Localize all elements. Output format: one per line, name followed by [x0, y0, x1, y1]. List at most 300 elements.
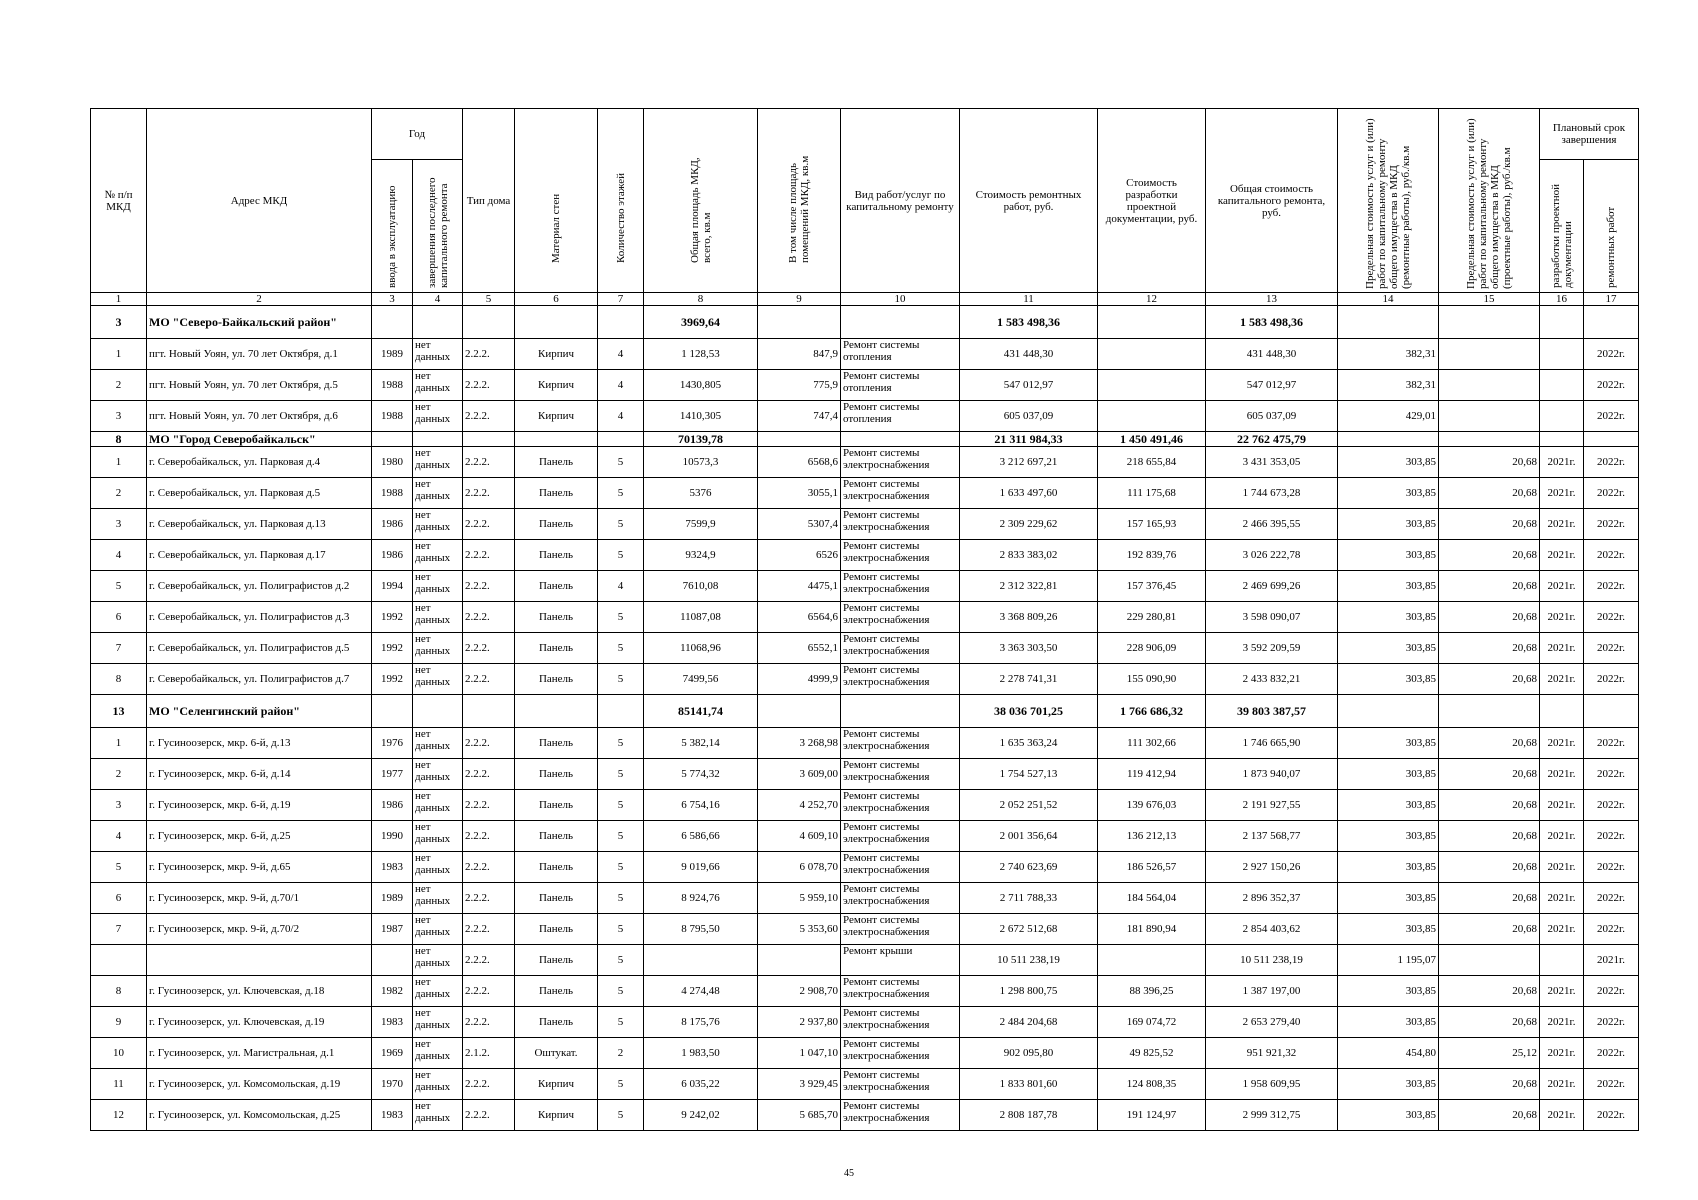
table-cell: 5 382,14	[644, 728, 758, 759]
table-cell: 11068,96	[644, 633, 758, 664]
table-cell: 20,68	[1439, 571, 1540, 602]
table-cell: 2021г.	[1540, 1038, 1584, 1069]
table-cell: 2 653 279,40	[1206, 1007, 1338, 1038]
table-row	[91, 728, 1639, 759]
table-cell: Ремонт системы электроснабжения	[841, 1100, 960, 1131]
table-cell: 2021г.	[1540, 509, 1584, 540]
table-cell: 7	[91, 633, 147, 664]
table-cell: 2 854 403,62	[1206, 914, 1338, 945]
table-cell: 2 927 150,26	[1206, 852, 1338, 883]
table-cell	[1540, 401, 1584, 432]
table-cell: 2 191 927,55	[1206, 790, 1338, 821]
table-cell: Панель	[515, 945, 598, 976]
table-cell	[515, 306, 598, 339]
table-cell: 1 754 527,13	[960, 759, 1098, 790]
table-cell: 5	[598, 852, 644, 883]
table-cell: 1992	[372, 633, 413, 664]
table-cell: 1988	[372, 370, 413, 401]
table-cell: нет данных	[413, 664, 463, 695]
table-cell: г. Гусиноозерск, мкр. 6-й, д.14	[147, 759, 372, 790]
table-cell: 186 526,57	[1098, 852, 1206, 883]
table-cell: 3 609,00	[758, 759, 841, 790]
table-cell	[1540, 695, 1584, 728]
table-cell: 157 165,93	[1098, 509, 1206, 540]
table-cell: 2021г.	[1540, 883, 1584, 914]
table-cell: 2022г.	[1584, 571, 1639, 602]
table-cell: 303,85	[1338, 976, 1439, 1007]
table-cell: 5	[598, 728, 644, 759]
table-row	[91, 401, 1639, 432]
table-cell	[1540, 370, 1584, 401]
table-cell	[758, 945, 841, 976]
table-cell	[463, 432, 515, 447]
table-cell: Кирпич	[515, 1100, 598, 1131]
table-cell: 2.2.2.	[463, 664, 515, 695]
table-cell: 119 412,94	[1098, 759, 1206, 790]
table-cell: Панель	[515, 914, 598, 945]
table-row	[91, 790, 1639, 821]
table-cell: 303,85	[1338, 883, 1439, 914]
table-cell: Ремонт системы электроснабжения	[841, 633, 960, 664]
table-cell: 2.2.2.	[463, 945, 515, 976]
table-cell: 20,68	[1439, 852, 1540, 883]
table-cell: 431 448,30	[1206, 339, 1338, 370]
table-cell: 303,85	[1338, 602, 1439, 633]
table-cell	[1439, 432, 1540, 447]
table-row	[91, 759, 1639, 790]
table-cell: Кирпич	[515, 401, 598, 432]
table-cell: 303,85	[1338, 728, 1439, 759]
table-cell: 2022г.	[1584, 976, 1639, 1007]
column-number: 5	[463, 293, 515, 306]
table-cell	[1439, 306, 1540, 339]
table-cell: МО "Город Северобайкальск"	[147, 432, 372, 447]
table-cell: 2022г.	[1584, 1038, 1639, 1069]
table-cell: Панель	[515, 540, 598, 571]
table-row	[91, 1038, 1639, 1069]
table-cell: нет данных	[413, 852, 463, 883]
table-cell: 4 609,10	[758, 821, 841, 852]
header-total-cost: Общая стоимость капитального ремонта, руб.	[1206, 109, 1338, 293]
table-cell: 1 746 665,90	[1206, 728, 1338, 759]
table-cell: 2	[91, 370, 147, 401]
header-address: Адрес МКД	[147, 109, 372, 293]
table-cell: Панель	[515, 571, 598, 602]
table-cell: Панель	[515, 509, 598, 540]
header-limit-design: Предельная стоимость услуг и (или) работ по капитальному ремонту общего имущества в МКД (проектные работы), руб./кв.м	[1439, 109, 1540, 293]
table-cell: 2.2.2.	[463, 478, 515, 509]
table-cell: 303,85	[1338, 633, 1439, 664]
table-cell: Ремонт системы электроснабжения	[841, 790, 960, 821]
table-cell: 1990	[372, 821, 413, 852]
header-limit-repair: Предельная стоимость услуг и (или) работ по капитальному ремонту общего имущества в МКД (ремонтные работы), руб./кв.м	[1338, 109, 1439, 293]
table-cell: нет данных	[413, 571, 463, 602]
table-cell: Ремонт системы электроснабжения	[841, 976, 960, 1007]
table-cell: г. Северобайкальск, ул. Полиграфистов д.2	[147, 571, 372, 602]
table-cell: 20,68	[1439, 1069, 1540, 1100]
table-cell: г. Гусиноозерск, мкр. 9-й, д.65	[147, 852, 372, 883]
table-cell: 2.2.2.	[463, 509, 515, 540]
table-cell: 2022г.	[1584, 728, 1639, 759]
table-cell: 21 311 984,33	[960, 432, 1098, 447]
table-cell: Ремонт системы электроснабжения	[841, 852, 960, 883]
table-cell: 155 090,90	[1098, 664, 1206, 695]
column-number-row	[91, 293, 1639, 306]
table-cell: 1994	[372, 571, 413, 602]
table-cell: 6526	[758, 540, 841, 571]
table-cell: Панель	[515, 633, 598, 664]
table-cell: 20,68	[1439, 883, 1540, 914]
table-cell: 2 469 699,26	[1206, 571, 1338, 602]
table-row	[91, 540, 1639, 571]
table-cell: 5	[598, 759, 644, 790]
table-cell: 2.2.2.	[463, 852, 515, 883]
table-cell	[598, 432, 644, 447]
table-cell: 5	[598, 478, 644, 509]
table-cell: 2.2.2.	[463, 447, 515, 478]
table-cell: 303,85	[1338, 821, 1439, 852]
table-cell: 139 676,03	[1098, 790, 1206, 821]
table-cell: 6564,6	[758, 602, 841, 633]
table-cell: 5	[598, 664, 644, 695]
table-cell: 2.2.2.	[463, 370, 515, 401]
header-planned: Плановый срок завершения	[1540, 109, 1639, 160]
table-cell: 2021г.	[1540, 728, 1584, 759]
table-cell: г. Гусиноозерск, мкр. 9-й, д.70/2	[147, 914, 372, 945]
table-cell: 1983	[372, 1100, 413, 1131]
table-cell: Ремонт системы электроснабжения	[841, 759, 960, 790]
table-cell: 2022г.	[1584, 1007, 1639, 1038]
table-row	[91, 945, 1639, 976]
table-cell: 5	[598, 1007, 644, 1038]
table-cell: г. Северобайкальск, ул. Полиграфистов д.5	[147, 633, 372, 664]
table-cell: 1 583 498,36	[1206, 306, 1338, 339]
table-cell: 2 312 322,81	[960, 571, 1098, 602]
table-cell: 2 484 204,68	[960, 1007, 1098, 1038]
table-cell: 6	[91, 883, 147, 914]
table-cell: 2.2.2.	[463, 759, 515, 790]
table-cell: г. Северобайкальск, ул. Парковая д.13	[147, 509, 372, 540]
table-cell	[413, 695, 463, 728]
table-cell	[91, 945, 147, 976]
table-cell: Панель	[515, 1007, 598, 1038]
table-cell: 1 958 609,95	[1206, 1069, 1338, 1100]
table-cell: 1 195,07	[1338, 945, 1439, 976]
table-cell: 547 012,97	[1206, 370, 1338, 401]
table-cell: 454,80	[1338, 1038, 1439, 1069]
table-cell: 20,68	[1439, 914, 1540, 945]
table-cell: г. Северобайкальск, ул. Парковая д.4	[147, 447, 372, 478]
table-cell: 2 896 352,37	[1206, 883, 1338, 914]
table-cell: 2021г.	[1540, 602, 1584, 633]
header-year: Год	[372, 109, 463, 160]
table-cell: 1992	[372, 664, 413, 695]
table-cell: 1987	[372, 914, 413, 945]
table-cell: 303,85	[1338, 447, 1439, 478]
table-cell: 1976	[372, 728, 413, 759]
table-cell: 547 012,97	[960, 370, 1098, 401]
table-cell: Панель	[515, 759, 598, 790]
table-cell: нет данных	[413, 914, 463, 945]
table-cell: пгт. Новый Уоян, ул. 70 лет Октября, д.1	[147, 339, 372, 370]
table-cell: 3 431 353,05	[1206, 447, 1338, 478]
table-cell: 3055,1	[758, 478, 841, 509]
table-cell: 2 278 741,31	[960, 664, 1098, 695]
table-cell: нет данных	[413, 633, 463, 664]
table-cell: 20,68	[1439, 1100, 1540, 1131]
column-number: 8	[644, 293, 758, 306]
table-cell: 2021г.	[1540, 759, 1584, 790]
table-cell	[1098, 945, 1206, 976]
table-cell	[1584, 432, 1639, 447]
header-num: № п/п МКД	[91, 109, 147, 293]
table-cell: 2.1.2.	[463, 1038, 515, 1069]
table-cell: 20,68	[1439, 976, 1540, 1007]
table-cell: 5	[598, 945, 644, 976]
table-cell: 8	[91, 976, 147, 1007]
table-cell: 2022г.	[1584, 759, 1639, 790]
table-cell: 2021г.	[1540, 976, 1584, 1007]
table-cell: 1989	[372, 339, 413, 370]
table-cell: 1 833 801,60	[960, 1069, 1098, 1100]
table-cell: 2022г.	[1584, 664, 1639, 695]
table-cell: 9 242,02	[644, 1100, 758, 1131]
table-cell	[413, 432, 463, 447]
table-cell: г. Гусиноозерск, ул. Ключевская, д.19	[147, 1007, 372, 1038]
header-repair-cost: Стоимость ремонтных работ, руб.	[960, 109, 1098, 293]
table-cell: 5	[598, 1100, 644, 1131]
column-number: 7	[598, 293, 644, 306]
table-cell: 2 672 512,68	[960, 914, 1098, 945]
table-cell: 2.2.2.	[463, 339, 515, 370]
table-cell: Ремонт системы электроснабжения	[841, 478, 960, 509]
table-cell: 1	[91, 447, 147, 478]
table-cell	[1439, 339, 1540, 370]
table-cell: 1970	[372, 1069, 413, 1100]
table-cell	[841, 695, 960, 728]
table-cell: Ремонт системы электроснабжения	[841, 1038, 960, 1069]
table-cell: 9	[91, 1007, 147, 1038]
table-cell: 70139,78	[644, 432, 758, 447]
table-cell: 4	[598, 571, 644, 602]
table-cell: 1989	[372, 883, 413, 914]
table-cell: 2 052 251,52	[960, 790, 1098, 821]
table-cell: Панель	[515, 883, 598, 914]
table-cell: 5	[598, 509, 644, 540]
table-cell: Ремонт системы электроснабжения	[841, 914, 960, 945]
table-cell: 1 583 498,36	[960, 306, 1098, 339]
table-cell: 8 924,76	[644, 883, 758, 914]
table-cell	[1338, 306, 1439, 339]
table-cell: 7599,9	[644, 509, 758, 540]
table-cell: г. Северобайкальск, ул. Парковая д.5	[147, 478, 372, 509]
table-cell: 157 376,45	[1098, 571, 1206, 602]
table-row	[91, 571, 1639, 602]
table-cell: нет данных	[413, 370, 463, 401]
table-cell: Кирпич	[515, 1069, 598, 1100]
table-cell: 429,01	[1338, 401, 1439, 432]
table-cell: 2021г.	[1540, 1100, 1584, 1131]
table-cell: 2022г.	[1584, 852, 1639, 883]
table-body	[91, 306, 1639, 1131]
column-number: 3	[372, 293, 413, 306]
page-number: 45	[844, 1168, 854, 1179]
table-cell	[1584, 695, 1639, 728]
table-cell: 2.2.2.	[463, 633, 515, 664]
column-number: 6	[515, 293, 598, 306]
column-number: 11	[960, 293, 1098, 306]
table-cell: 1988	[372, 401, 413, 432]
table-cell: 1430,805	[644, 370, 758, 401]
table-cell: 5	[598, 1069, 644, 1100]
table-cell: 303,85	[1338, 759, 1439, 790]
table-cell: нет данных	[413, 945, 463, 976]
table-cell: 1969	[372, 1038, 413, 1069]
table-cell: 1983	[372, 1007, 413, 1038]
table-cell: 2021г.	[1540, 447, 1584, 478]
table-cell: 20,68	[1439, 790, 1540, 821]
table-cell: Ремонт системы электроснабжения	[841, 447, 960, 478]
table-cell	[413, 306, 463, 339]
table-cell: Ремонт системы электроснабжения	[841, 602, 960, 633]
table-row	[91, 509, 1639, 540]
table-cell: 2 937,80	[758, 1007, 841, 1038]
table-cell: Ремонт системы электроснабжения	[841, 664, 960, 695]
group-row	[91, 306, 1639, 339]
table-row	[91, 633, 1639, 664]
table-cell: нет данных	[413, 1038, 463, 1069]
table-cell: Панель	[515, 852, 598, 883]
table-cell: 5 774,32	[644, 759, 758, 790]
table-cell: 9 019,66	[644, 852, 758, 883]
table-cell: 303,85	[1338, 1069, 1439, 1100]
column-number: 17	[1584, 293, 1639, 306]
column-number: 15	[1439, 293, 1540, 306]
table-cell: 4	[91, 821, 147, 852]
table-cell: 8 175,76	[644, 1007, 758, 1038]
table-cell: 1986	[372, 790, 413, 821]
table-cell: 38 036 701,25	[960, 695, 1098, 728]
table-cell: 4 252,70	[758, 790, 841, 821]
table-cell: 303,85	[1338, 1100, 1439, 1131]
column-number: 4	[413, 293, 463, 306]
table-cell: 2	[598, 1038, 644, 1069]
table-cell: 775,9	[758, 370, 841, 401]
table-cell: 5 353,60	[758, 914, 841, 945]
table-cell: 4999,9	[758, 664, 841, 695]
table-cell	[841, 306, 960, 339]
table-cell: г. Гусиноозерск, ул. Комсомольская, д.25	[147, 1100, 372, 1131]
table-cell: Ремонт крыши	[841, 945, 960, 976]
table-cell: 2022г.	[1584, 790, 1639, 821]
table-cell: Кирпич	[515, 370, 598, 401]
table-cell: 303,85	[1338, 571, 1439, 602]
table-cell: 9324,9	[644, 540, 758, 571]
header-year-commission: ввода в эксплуатацию	[372, 160, 413, 293]
table-cell: Панель	[515, 728, 598, 759]
table-cell: 951 921,32	[1206, 1038, 1338, 1069]
table-cell: 1988	[372, 478, 413, 509]
table-cell: 22 762 475,79	[1206, 432, 1338, 447]
table-cell: нет данных	[413, 1069, 463, 1100]
table-cell: 2 433 832,21	[1206, 664, 1338, 695]
table-cell: 25,12	[1439, 1038, 1540, 1069]
table-cell	[1540, 339, 1584, 370]
table-cell: 6 078,70	[758, 852, 841, 883]
table-cell: 2 833 383,02	[960, 540, 1098, 571]
table-cell: 2022г.	[1584, 478, 1639, 509]
table-cell: Панель	[515, 478, 598, 509]
table-row	[91, 914, 1639, 945]
group-row	[91, 695, 1639, 728]
capital-repair-table	[90, 108, 1639, 1131]
table-cell: нет данных	[413, 1100, 463, 1131]
table-cell	[1098, 306, 1206, 339]
table-cell: 3	[91, 509, 147, 540]
header-year-last-repair: завершения последнего капитального ремонта	[413, 160, 463, 293]
table-cell: 191 124,97	[1098, 1100, 1206, 1131]
table-header	[91, 109, 1639, 306]
table-cell: нет данных	[413, 339, 463, 370]
table-cell: 111 302,66	[1098, 728, 1206, 759]
table-cell: 5	[598, 633, 644, 664]
table-cell	[1540, 306, 1584, 339]
table-cell: Панель	[515, 447, 598, 478]
table-cell: 847,9	[758, 339, 841, 370]
table-cell: г. Гусиноозерск, ул. Магистральная, д.1	[147, 1038, 372, 1069]
table-cell: 1 128,53	[644, 339, 758, 370]
table-cell: 2022г.	[1584, 914, 1639, 945]
table-cell: 4	[598, 370, 644, 401]
table-cell: 184 564,04	[1098, 883, 1206, 914]
table-cell: 1	[91, 728, 147, 759]
table-cell: 229 280,81	[1098, 602, 1206, 633]
table-cell: 2021г.	[1540, 821, 1584, 852]
table-cell: 20,68	[1439, 759, 1540, 790]
table-cell: 11087,08	[644, 602, 758, 633]
table-cell: 6 754,16	[644, 790, 758, 821]
table-row	[91, 602, 1639, 633]
table-cell: 6 035,22	[644, 1069, 758, 1100]
table-cell	[758, 695, 841, 728]
table-cell: 3 026 222,78	[1206, 540, 1338, 571]
table-cell	[372, 306, 413, 339]
group-row	[91, 432, 1639, 447]
table-cell: 2.2.2.	[463, 1069, 515, 1100]
table-cell: нет данных	[413, 540, 463, 571]
table-cell: нет данных	[413, 821, 463, 852]
table-cell: 20,68	[1439, 540, 1540, 571]
table-cell: г. Гусиноозерск, мкр. 6-й, д.13	[147, 728, 372, 759]
table-cell: 5	[598, 540, 644, 571]
table-cell: г. Северобайкальск, ул. Полиграфистов д.3	[147, 602, 372, 633]
table-cell: 88 396,25	[1098, 976, 1206, 1007]
table-cell	[1439, 370, 1540, 401]
table-cell: г. Северобайкальск, ул. Парковая д.17	[147, 540, 372, 571]
table-cell: 10	[91, 1038, 147, 1069]
table-cell	[598, 306, 644, 339]
table-cell: 8 795,50	[644, 914, 758, 945]
table-cell: 2021г.	[1540, 914, 1584, 945]
table-cell: 747,4	[758, 401, 841, 432]
table-cell: 8	[91, 664, 147, 695]
table-cell: 5	[91, 852, 147, 883]
table-row	[91, 821, 1639, 852]
table-cell: 382,31	[1338, 370, 1439, 401]
column-number: 14	[1338, 293, 1439, 306]
table-cell: 2.2.2.	[463, 571, 515, 602]
table-cell	[1098, 339, 1206, 370]
